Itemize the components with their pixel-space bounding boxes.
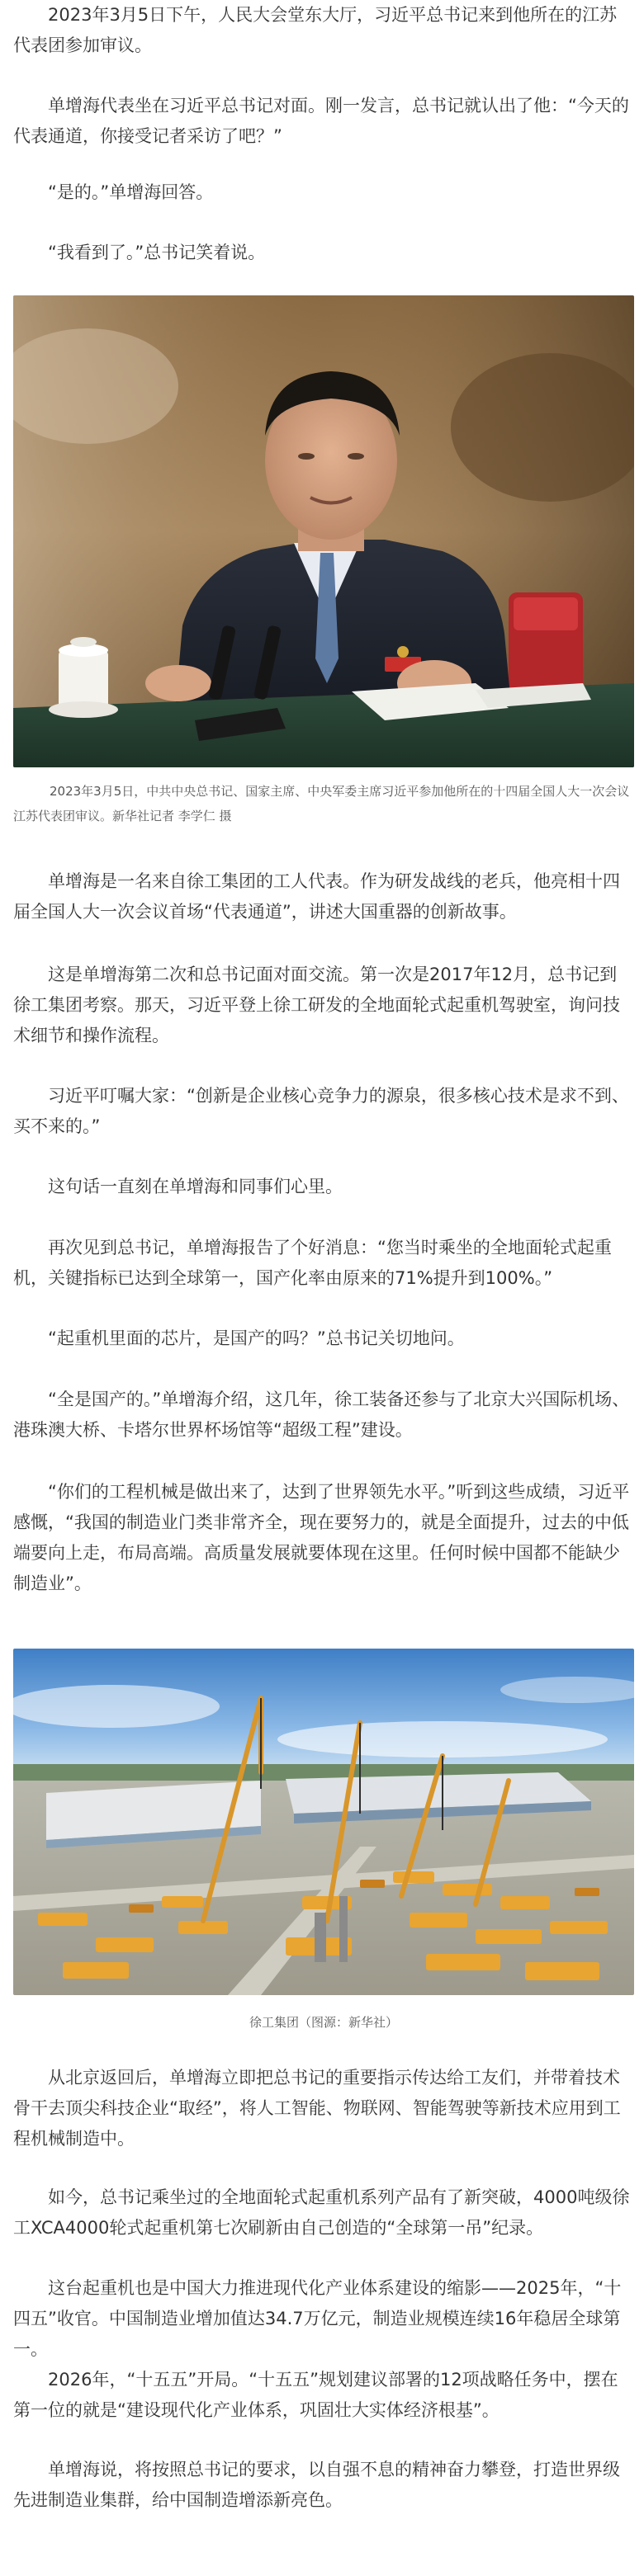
paragraph-6: 这是单增海第二次和总书记面对面交流。第一次是2017年12月，总书记到徐工集团考察。那天，习近平登上徐工研发的全地面轮式起重机驾驶室，询问技术细节和操作流程。 (13, 965, 620, 1045)
paragraph-8: 这句话一直刻在单增海和同事们心里。 (48, 1177, 343, 1196)
paragraph-17: 单增海说，将按照总书记的要求，以自强不息的精神奋力攀登，打造世界级先进制造业集群，给中国制造增添新亮色。 (13, 2460, 620, 2510)
meeting-photo (13, 295, 634, 767)
paragraph-9: 再次见到总书记，单增海报告了个好消息：“您当时乘坐的全地面轮式起重机，关键指标已达到全球第一，国产化率由原来的71%提升到100%。” (13, 1238, 612, 1288)
factory-photo (13, 1649, 634, 1995)
factory-photo-caption: 徐工集团（图源：新华社） (249, 2015, 398, 2030)
paragraph-7: 习近平叮嘱大家：“创新是企业核心竞争力的源泉，很多核心技术是求不到、买不来的。” (13, 1086, 629, 1136)
paragraph-13: 从北京返回后，单增海立即把总书记的重要指示传达给工友们，并带着技术骨干去顶尖科技企业“取经”，将人工智能、物联网、智能驾驶等新技术应用到工程机械制造中。 (13, 2068, 621, 2149)
paragraph-14: 如今，总书记乘坐过的全地面轮式起重机系列产品有了新突破，4000吨级徐工XCA4000轮式起重机第七次刷新由自己创造的“全球第一吊”纪录。 (13, 2187, 630, 2238)
paragraph-11: “全是国产的。”单增海介绍，这几年，徐工装备还参与了北京大兴国际机场、港珠澳大桥、卡塔尔世界杯场馆等“超级工程”建设。 (13, 1389, 630, 1440)
paragraph-16: 2026年，“十五五”开局。“十五五”规划建议部署的12项战略任务中，摆在第一位的就是“建设现代化产业体系，巩固壮大实体经济根基”。 (13, 2370, 618, 2420)
paragraph-15: 这台起重机也是中国大力推进现代化产业体系建设的缩影——2025年，“十四五”收官。中国制造业增加值达34.7万亿元，制造业规模连续16年稳居全球第一。 (13, 2278, 622, 2359)
paragraph-2: 单增海代表坐在习近平总书记对面。刚一发言，总书记就认出了他：“今天的代表通道，你接受记者采访了吧？” (13, 96, 629, 146)
meeting-photo-caption: 2023年3月5日，中共中央总书记、国家主席、中央军委主席习近平参加他所在的十四届全国人大一次会议江苏代表团审议。新华社记者 李学仁 摄 (13, 784, 630, 823)
paragraph-5: 单增海是一名来自徐工集团的工人代表。作为研发战线的老兵，他亮相十四届全国人大一次会议首场“代表通道”，讲述大国重器的创新故事。 (13, 871, 620, 922)
paragraph-12: “你们的工程机械是做出来了，达到了世界领先水平。”听到这些成绩，习近平感慨，“我国的制造业门类非常齐全，现在要努力的，就是全面提升，过去的中低端要向上走，布局高端。高质量发展就要体现在这里。任何时候中国都不能缺少制造业”。 (13, 1482, 630, 1593)
paragraph-3: “是的。”单增海回答。 (48, 182, 214, 202)
paragraph-1: 2023年3月5日下午，人民大会堂东大厅，习近平总书记来到他所在的江苏代表团参加审议。 (13, 5, 618, 55)
paragraph-4: “我看到了。”总书记笑着说。 (48, 243, 266, 262)
paragraph-10: “起重机里面的芯片，是国产的吗？”总书记关切地问。 (48, 1328, 465, 1348)
